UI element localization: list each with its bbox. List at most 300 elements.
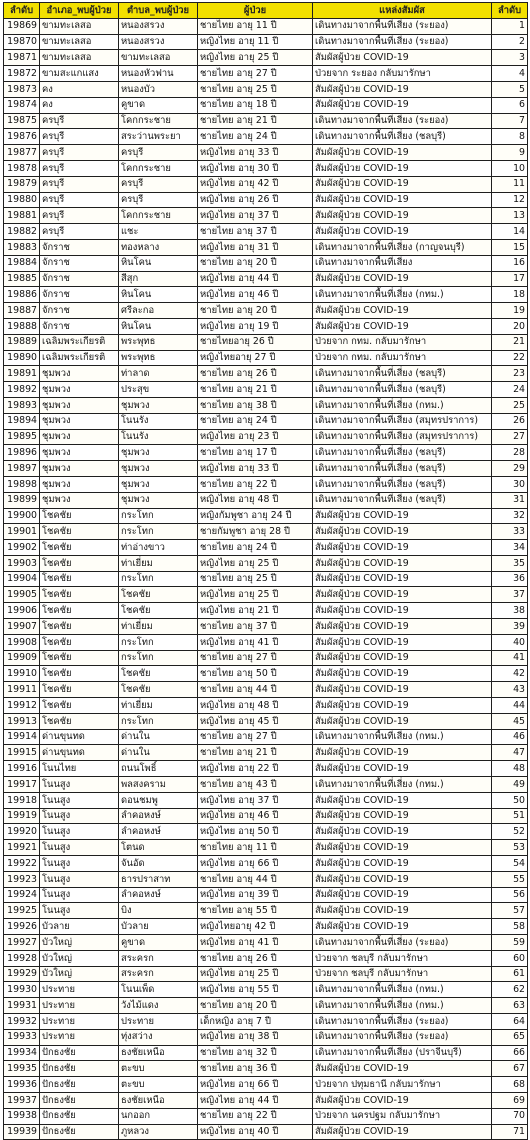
table-row: [4, 587, 528, 603]
order-cell: 3: [492, 50, 528, 66]
table-row: [4, 840, 528, 856]
order-cell: 5: [492, 81, 528, 97]
district-cell: ครบุรี: [40, 113, 119, 129]
exposure-source-cell: สัมผัสผู้ป่วย COVID-19: [313, 508, 492, 524]
patient-cell: ชายไทย อายุ 43 ปี: [198, 777, 313, 793]
patient-cell: หญิงไทย อายุ 48 ปี: [198, 698, 313, 714]
case-number-cell: 19921: [4, 840, 40, 856]
district-cell: ครบุรี: [40, 145, 119, 161]
district-cell: ปักธงชัย: [40, 1092, 119, 1108]
subdistrict-cell: จันอัด: [119, 856, 198, 872]
exposure-source-cell: เดินทางมาจากพื้นที่เสี่ยง (ระยอง): [313, 1029, 492, 1045]
order-cell: 11: [492, 176, 528, 192]
table-row: [4, 603, 528, 619]
table-row: [4, 1077, 528, 1093]
exposure-source-cell: เดินทางมาจากพื้นที่เสี่ยง (ระยอง): [313, 34, 492, 50]
patient-cell: ชายไทย อายุ 20 ปี: [198, 303, 313, 319]
subdistrict-cell: ทองหลาง: [119, 239, 198, 255]
patient-cell: หญิงไทย อายุ 39 ปี: [198, 887, 313, 903]
subdistrict-cell: ธงชัยเหนือ: [119, 1092, 198, 1108]
case-number-cell: 19884: [4, 255, 40, 271]
case-number-cell: 19917: [4, 777, 40, 793]
subdistrict-cell: คูขาด: [119, 935, 198, 951]
subdistrict-cell: ชุมพวง: [119, 476, 198, 492]
patient-cell: ชายไทย อายุ 37 ปี: [198, 619, 313, 635]
order-cell: 57: [492, 903, 528, 919]
case-number-cell: 19882: [4, 224, 40, 240]
patient-cell: หญิงไทย อายุ 50 ปี: [198, 824, 313, 840]
subdistrict-cell: คูขาด: [119, 97, 198, 113]
table-row: [4, 271, 528, 287]
exposure-source-cell: ป่วยจาก ชลบุรี กลับมารักษา: [313, 966, 492, 982]
order-cell: 39: [492, 619, 528, 635]
table-row: [4, 887, 528, 903]
order-cell: 47: [492, 745, 528, 761]
subdistrict-cell: ชุมพวง: [119, 397, 198, 413]
subdistrict-cell: ชุมพวง: [119, 492, 198, 508]
district-cell: ครบุรี: [40, 208, 119, 224]
patient-cell: หญิงไทย อายุ 46 ปี: [198, 808, 313, 824]
district-cell: โนนสูง: [40, 808, 119, 824]
subdistrict-cell: ลำคอหงษ์: [119, 824, 198, 840]
exposure-source-cell: เดินทางมาจากพื้นที่เสี่ยง (ระยอง): [313, 1014, 492, 1030]
case-number-cell: 19916: [4, 761, 40, 777]
header-seq-no: ลำดับ: [4, 3, 40, 19]
patient-cell: หญิงไทย อายุ 37 ปี: [198, 208, 313, 224]
district-cell: คง: [40, 81, 119, 97]
table-row: [4, 761, 528, 777]
exposure-source-cell: เดินทางมาจากพื้นที่เสี่ยง (กทม.): [313, 729, 492, 745]
case-number-cell: 19930: [4, 982, 40, 998]
subdistrict-cell: โนนรัง: [119, 413, 198, 429]
order-cell: 70: [492, 1108, 528, 1124]
patient-cell: ชายไทย อายุ 44 ปี: [198, 682, 313, 698]
patient-cell: หญิงไทย อายุ 23 ปี: [198, 429, 313, 445]
table-row: [4, 113, 528, 129]
district-cell: เฉลิมพระเกียรติ: [40, 350, 119, 366]
patient-cell: ชายไทย อายุ 24 ปี: [198, 413, 313, 429]
exposure-source-cell: สัมผัสผู้ป่วย COVID-19: [313, 603, 492, 619]
order-cell: 48: [492, 761, 528, 777]
district-cell: เฉลิมพระเกียรติ: [40, 334, 119, 350]
subdistrict-cell: ดอนชมพู: [119, 792, 198, 808]
district-cell: ครบุรี: [40, 224, 119, 240]
district-cell: จักราช: [40, 287, 119, 303]
subdistrict-cell: ภูหลวง: [119, 1124, 198, 1140]
district-cell: ชุมพวง: [40, 382, 119, 398]
district-cell: โนนสูง: [40, 777, 119, 793]
order-cell: 29: [492, 461, 528, 477]
exposure-source-cell: สัมผัสผู้ป่วย COVID-19: [313, 761, 492, 777]
patient-cell: ชายไทย อายุ 55 ปี: [198, 903, 313, 919]
table-row: [4, 145, 528, 161]
exposure-source-cell: สัมผัสผู้ป่วย COVID-19: [313, 97, 492, 113]
exposure-source-cell: เดินทางมาจากพื้นที่เสี่ยง (ชลบุรี): [313, 366, 492, 382]
exposure-source-cell: เดินทางมาจากพื้นที่เสี่ยง (ระยอง): [313, 113, 492, 129]
case-number-cell: 19920: [4, 824, 40, 840]
district-cell: ชุมพวง: [40, 429, 119, 445]
case-number-cell: 19892: [4, 382, 40, 398]
order-cell: 4: [492, 66, 528, 82]
case-number-cell: 19932: [4, 1014, 40, 1030]
district-cell: โชคชัย: [40, 571, 119, 587]
header-patient: ผู้ป่วย: [198, 3, 313, 19]
district-cell: โชคชัย: [40, 713, 119, 729]
district-cell: ปักธงชัย: [40, 1061, 119, 1077]
order-cell: 46: [492, 729, 528, 745]
patient-cell: ชายไทย อายุ 32 ปี: [198, 1045, 313, 1061]
exposure-source-cell: สัมผัสผู้ป่วย COVID-19: [313, 666, 492, 682]
exposure-source-cell: สัมผัสผู้ป่วย COVID-19: [313, 1092, 492, 1108]
district-cell: โชคชัย: [40, 698, 119, 714]
patient-cell: ชายกัมพูชา อายุ 28 ปี: [198, 524, 313, 540]
exposure-source-cell: ป่วยจาก ชลบุรี กลับมารักษา: [313, 950, 492, 966]
subdistrict-cell: กระโทก: [119, 524, 198, 540]
exposure-source-cell: สัมผัสผู้ป่วย COVID-19: [313, 887, 492, 903]
patient-cell: หญิงไทย อายุ 44 ปี: [198, 271, 313, 287]
case-number-cell: 19912: [4, 698, 40, 714]
patient-cell: หญิงไทย อายุ 41 ปี: [198, 935, 313, 951]
district-cell: ขามทะเลสอ: [40, 50, 119, 66]
district-cell: ด่านขุนทด: [40, 745, 119, 761]
subdistrict-cell: โชคชัย: [119, 666, 198, 682]
district-cell: โชคชัย: [40, 540, 119, 556]
subdistrict-cell: ตะขบ: [119, 1077, 198, 1093]
case-number-cell: 19898: [4, 476, 40, 492]
subdistrict-cell: สระว่านพระยา: [119, 129, 198, 145]
district-cell: ชุมพวง: [40, 461, 119, 477]
table-row: [4, 34, 528, 50]
patient-cell: ชายไทย อายุ 26 ปี: [198, 366, 313, 382]
exposure-source-cell: สัมผัสผู้ป่วย COVID-19: [313, 271, 492, 287]
order-cell: 41: [492, 650, 528, 666]
table-row: [4, 808, 528, 824]
case-number-cell: 19918: [4, 792, 40, 808]
patient-cell: ชายไทย อายุ 27 ปี: [198, 650, 313, 666]
patient-cell: หญิงไทย อายุ 19 ปี: [198, 318, 313, 334]
district-cell: ปักธงชัย: [40, 1045, 119, 1061]
patient-cell: ชายไทย อายุ 36 ปี: [198, 1061, 313, 1077]
patient-cell: ชายไทย อายุ 11 ปี: [198, 18, 313, 34]
case-number-cell: 19937: [4, 1092, 40, 1108]
case-number-cell: 19928: [4, 950, 40, 966]
exposure-source-cell: เดินทางมาจากพื้นที่เสี่ยง (สมุทรปราการ): [313, 413, 492, 429]
district-cell: โชคชัย: [40, 508, 119, 524]
district-cell: ปักธงชัย: [40, 1077, 119, 1093]
table-row: [4, 698, 528, 714]
subdistrict-cell: กระโทก: [119, 713, 198, 729]
exposure-source-cell: สัมผัสผู้ป่วย COVID-19: [313, 698, 492, 714]
subdistrict-cell: โชคชัย: [119, 682, 198, 698]
subdistrict-cell: โตนด: [119, 840, 198, 856]
district-cell: โชคชัย: [40, 603, 119, 619]
subdistrict-cell: โชคชัย: [119, 587, 198, 603]
table-row: [4, 81, 528, 97]
header-exposure-source: แหล่งสัมผัส: [313, 3, 492, 19]
exposure-source-cell: สัมผัสผู้ป่วย COVID-19: [313, 619, 492, 635]
exposure-source-cell: สัมผัสผู้ป่วย COVID-19: [313, 176, 492, 192]
exposure-source-cell: สัมผัสผู้ป่วย COVID-19: [313, 871, 492, 887]
exposure-source-cell: เดินทางมาจากพื้นที่เสี่ยง (ปราจีนบุรี): [313, 1045, 492, 1061]
subdistrict-cell: โคกกระชาย: [119, 160, 198, 176]
exposure-source-cell: สัมผัสผู้ป่วย COVID-19: [313, 540, 492, 556]
subdistrict-cell: กระโทก: [119, 650, 198, 666]
table-row: [4, 1108, 528, 1124]
district-cell: คง: [40, 97, 119, 113]
case-number-cell: 19909: [4, 650, 40, 666]
order-cell: 14: [492, 224, 528, 240]
exposure-source-cell: เดินทางมาจากพื้นที่เสี่ยง (ชลบุรี): [313, 492, 492, 508]
exposure-source-cell: สัมผัสผู้ป่วย COVID-19: [313, 792, 492, 808]
patient-cell: หญิงไทย อายุ 45 ปี: [198, 713, 313, 729]
order-cell: 6: [492, 97, 528, 113]
subdistrict-cell: ธารปราสาท: [119, 871, 198, 887]
case-number-cell: 19914: [4, 729, 40, 745]
exposure-source-cell: สัมผัสผู้ป่วย COVID-19: [313, 555, 492, 571]
case-number-cell: 19886: [4, 287, 40, 303]
patient-cell: หญิงไทย อายุ 30 ปี: [198, 160, 313, 176]
patient-cell: ชายไทย อายุ 22 ปี: [198, 1108, 313, 1124]
case-number-cell: 19875: [4, 113, 40, 129]
district-cell: จักราช: [40, 318, 119, 334]
case-number-cell: 19901: [4, 524, 40, 540]
case-number-cell: 19896: [4, 445, 40, 461]
district-cell: บัวลาย: [40, 919, 119, 935]
subdistrict-cell: ด่านใน: [119, 729, 198, 745]
table-row: [4, 97, 528, 113]
case-number-cell: 19881: [4, 208, 40, 224]
table-row: [4, 856, 528, 872]
order-cell: 21: [492, 334, 528, 350]
subdistrict-cell: ลำคอหงษ์: [119, 808, 198, 824]
table-row: [4, 682, 528, 698]
patient-cell: หญิงไทย อายุ 42 ปี: [198, 176, 313, 192]
table-row: [4, 382, 528, 398]
exposure-source-cell: สัมผัสผู้ป่วย COVID-19: [313, 824, 492, 840]
subdistrict-cell: โนนรัง: [119, 429, 198, 445]
order-cell: 22: [492, 350, 528, 366]
case-number-cell: 19926: [4, 919, 40, 935]
order-cell: 17: [492, 271, 528, 287]
patient-cell: หญิงไทย อายุ 38 ปี: [198, 1029, 313, 1045]
case-number-cell: 19924: [4, 887, 40, 903]
patient-cell: หญิงกัมพูชา อายุ 24 ปี: [198, 508, 313, 524]
subdistrict-cell: พระพุทธ: [119, 350, 198, 366]
exposure-source-cell: สัมผัสผู้ป่วย COVID-19: [313, 808, 492, 824]
case-number-cell: 19919: [4, 808, 40, 824]
patient-cell: หญิงไทยอายุ 27 ปี: [198, 350, 313, 366]
subdistrict-cell: กระโทก: [119, 634, 198, 650]
patient-cell: ชายไทย อายุ 44 ปี: [198, 871, 313, 887]
exposure-source-cell: เดินทางมาจากพื้นที่เสี่ยง (กทม.): [313, 397, 492, 413]
order-cell: 33: [492, 524, 528, 540]
order-cell: 54: [492, 856, 528, 872]
exposure-source-cell: ป่วยจาก ปทุมธานี กลับมารักษา: [313, 1077, 492, 1093]
patient-cell: ชายไทย อายุ 38 ปี: [198, 397, 313, 413]
district-cell: โนนสูง: [40, 856, 119, 872]
case-number-cell: 19911: [4, 682, 40, 698]
order-cell: 67: [492, 1061, 528, 1077]
order-cell: 68: [492, 1077, 528, 1093]
case-number-cell: 19905: [4, 587, 40, 603]
table-row: [4, 287, 528, 303]
subdistrict-cell: ชุมพวง: [119, 461, 198, 477]
table-row: [4, 998, 528, 1014]
order-cell: 12: [492, 192, 528, 208]
patient-cell: หญิงไทย อายุ 31 ปี: [198, 239, 313, 255]
district-cell: ชุมพวง: [40, 445, 119, 461]
table-row: [4, 397, 528, 413]
exposure-source-cell: เดินทางมาจากพื้นที่เสี่ยง (ชลบุรี): [313, 382, 492, 398]
exposure-source-cell: เดินทางมาจากพื้นที่เสี่ยง (ชลบุรี): [313, 461, 492, 477]
table-row: [4, 18, 528, 34]
case-number-cell: 19913: [4, 713, 40, 729]
district-cell: ชุมพวง: [40, 476, 119, 492]
order-cell: 32: [492, 508, 528, 524]
subdistrict-cell: หินโคน: [119, 255, 198, 271]
district-cell: บัวใหญ่: [40, 966, 119, 982]
district-cell: ครบุรี: [40, 192, 119, 208]
patient-cell: ชายไทย อายุ 18 ปี: [198, 97, 313, 113]
exposure-source-cell: สัมผัสผู้ป่วย COVID-19: [313, 524, 492, 540]
exposure-source-cell: สัมผัสผู้ป่วย COVID-19: [313, 903, 492, 919]
order-cell: 40: [492, 634, 528, 650]
district-cell: โชคชัย: [40, 666, 119, 682]
case-number-cell: 19934: [4, 1045, 40, 1061]
case-number-cell: 19923: [4, 871, 40, 887]
subdistrict-cell: ด่านใน: [119, 745, 198, 761]
table-row: [4, 508, 528, 524]
district-cell: ปักธงชัย: [40, 1108, 119, 1124]
order-cell: 10: [492, 160, 528, 176]
subdistrict-cell: ท่าลาด: [119, 366, 198, 382]
header-district: อำเภอ_พบผู้ป่วย: [40, 3, 119, 19]
case-number-cell: 19878: [4, 160, 40, 176]
exposure-source-cell: สัมผัสผู้ป่วย COVID-19: [313, 856, 492, 872]
table-row: [4, 745, 528, 761]
district-cell: ประทาย: [40, 1029, 119, 1045]
table-row: [4, 66, 528, 82]
order-cell: 60: [492, 950, 528, 966]
order-cell: 30: [492, 476, 528, 492]
exposure-source-cell: เดินทางมาจากพื้นที่เสี่ยง (กทม.): [313, 287, 492, 303]
exposure-source-cell: เดินทางมาจากพื้นที่เสี่ยง (กาญจนบุรี): [313, 239, 492, 255]
exposure-source-cell: เดินทางมาจากพื้นที่เสี่ยง (ชลบุรี): [313, 129, 492, 145]
order-cell: 27: [492, 429, 528, 445]
district-cell: ด่านขุนทด: [40, 729, 119, 745]
exposure-source-cell: เดินทางมาจากพื้นที่เสี่ยง: [313, 255, 492, 271]
exposure-source-cell: เดินทางมาจากพื้นที่เสี่ยง (ระยอง): [313, 18, 492, 34]
patient-cell: ชายไทย อายุ 26 ปี: [198, 950, 313, 966]
order-cell: 23: [492, 366, 528, 382]
order-cell: 53: [492, 840, 528, 856]
district-cell: โชคชัย: [40, 682, 119, 698]
table-row: [4, 1124, 528, 1140]
subdistrict-cell: ทุ่งสว่าง: [119, 1029, 198, 1045]
patient-cell: ชายไทย อายุ 20 ปี: [198, 255, 313, 271]
district-cell: ประทาย: [40, 1014, 119, 1030]
patient-cell: ชายไทย อายุ 50 ปี: [198, 666, 313, 682]
table-row: [4, 524, 528, 540]
table-row: [4, 318, 528, 334]
table-row: [4, 1014, 528, 1030]
subdistrict-cell: โชคชัย: [119, 603, 198, 619]
patient-cell: ชายไทย อายุ 17 ปี: [198, 445, 313, 461]
table-row: [4, 476, 528, 492]
subdistrict-cell: โนนเพ็ด: [119, 982, 198, 998]
patient-cell: ชายไทย อายุ 25 ปี: [198, 571, 313, 587]
exposure-source-cell: เดินทางมาจากพื้นที่เสี่ยง (ระยอง): [313, 935, 492, 951]
patient-cell: หญิงไทย อายุ 46 ปี: [198, 287, 313, 303]
district-cell: โชคชัย: [40, 555, 119, 571]
case-number-cell: 19889: [4, 334, 40, 350]
table-row: [4, 255, 528, 271]
exposure-source-cell: สัมผัสผู้ป่วย COVID-19: [313, 919, 492, 935]
subdistrict-cell: ครบุรี: [119, 192, 198, 208]
district-cell: โนนสูง: [40, 840, 119, 856]
table-row: [4, 824, 528, 840]
case-number-cell: 19890: [4, 350, 40, 366]
subdistrict-cell: ครบุรี: [119, 145, 198, 161]
patient-cell: หญิงไทย อายุ 25 ปี: [198, 50, 313, 66]
subdistrict-cell: ตะขบ: [119, 1061, 198, 1077]
case-number-cell: 19906: [4, 603, 40, 619]
exposure-source-cell: สัมผัสผู้ป่วย COVID-19: [313, 713, 492, 729]
subdistrict-cell: ท่าอ่างขาว: [119, 540, 198, 556]
subdistrict-cell: ชุมพวง: [119, 445, 198, 461]
exposure-source-cell: เดินทางมาจากพื้นที่เสี่ยง (ชลบุรี): [313, 476, 492, 492]
exposure-source-cell: ป่วยจาก นครปฐม กลับมารักษา: [313, 1108, 492, 1124]
subdistrict-cell: ประทาย: [119, 1014, 198, 1030]
patient-cell: หญิงไทยอายุ 42 ปี: [198, 919, 313, 935]
subdistrict-cell: หนองสรวง: [119, 34, 198, 50]
header-subdistrict: ตำบล_พบผู้ป่วย: [119, 3, 198, 19]
table-row: [4, 871, 528, 887]
district-cell: ครบุรี: [40, 129, 119, 145]
table-row: [4, 50, 528, 66]
order-cell: 49: [492, 777, 528, 793]
case-number-cell: 19907: [4, 619, 40, 635]
patient-cell: หญิงไทย อายุ 66 ปี: [198, 856, 313, 872]
order-cell: 62: [492, 982, 528, 998]
case-number-cell: 19899: [4, 492, 40, 508]
subdistrict-cell: โคกกระชาย: [119, 113, 198, 129]
table-row: [4, 713, 528, 729]
patient-cell: หญิงไทย อายุ 25 ปี: [198, 587, 313, 603]
order-cell: 19: [492, 303, 528, 319]
case-number-cell: 19883: [4, 239, 40, 255]
order-cell: 34: [492, 540, 528, 556]
case-number-cell: 19869: [4, 18, 40, 34]
exposure-source-cell: สัมผัสผู้ป่วย COVID-19: [313, 587, 492, 603]
order-cell: 66: [492, 1045, 528, 1061]
subdistrict-cell: นกออก: [119, 1108, 198, 1124]
case-number-cell: 19900: [4, 508, 40, 524]
exposure-source-cell: สัมผัสผู้ป่วย COVID-19: [313, 1124, 492, 1140]
subdistrict-cell: หนองหัวฟาน: [119, 66, 198, 82]
table-row: [4, 777, 528, 793]
table-row: [4, 540, 528, 556]
exposure-source-cell: สัมผัสผู้ป่วย COVID-19: [313, 634, 492, 650]
subdistrict-cell: ท่าเยี่ยม: [119, 555, 198, 571]
table-row: [4, 224, 528, 240]
order-cell: 61: [492, 966, 528, 982]
order-cell: 24: [492, 382, 528, 398]
exposure-source-cell: สัมผัสผู้ป่วย COVID-19: [313, 840, 492, 856]
case-number-cell: 19902: [4, 540, 40, 556]
district-cell: ชุมพวง: [40, 492, 119, 508]
case-number-cell: 19885: [4, 271, 40, 287]
